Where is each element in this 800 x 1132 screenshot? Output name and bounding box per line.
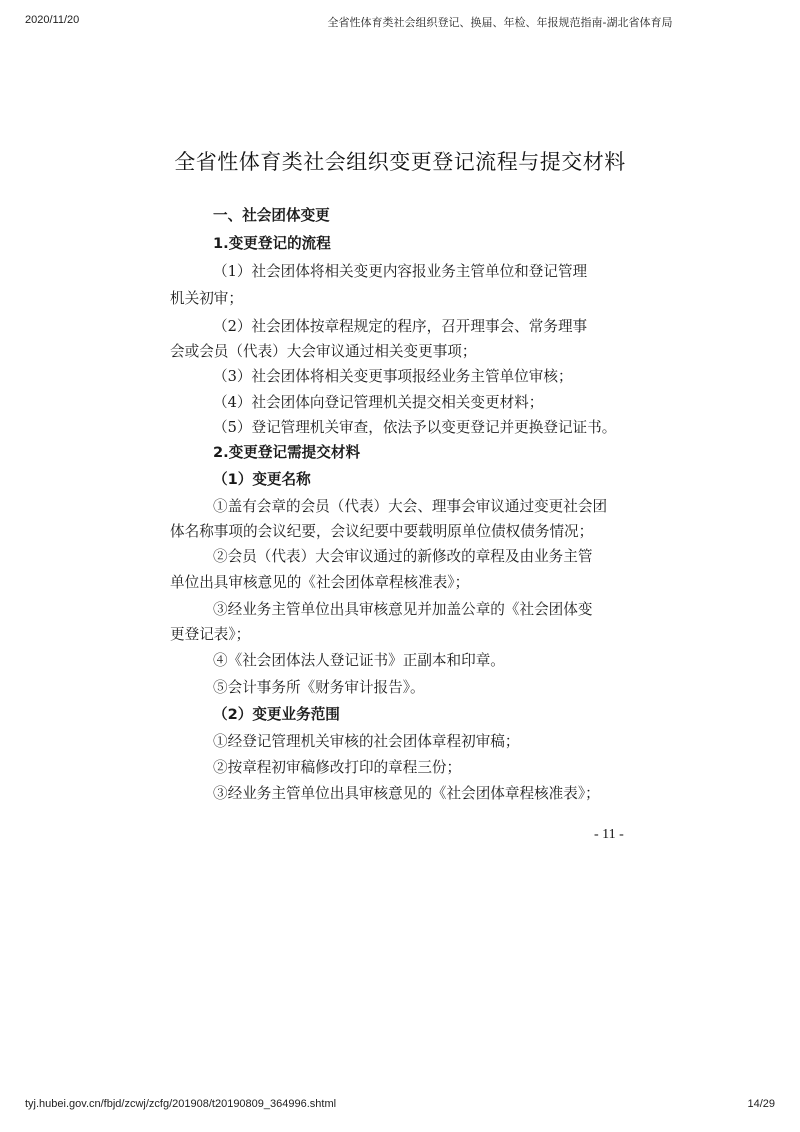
paragraph-line: 会或会员（代表）大会审议通过相关变更事项； [170,343,477,360]
paragraph-line: （3）社会团体将相关变更事项报经业务主管单位审核； [213,368,573,385]
paragraph-line: 更登记表》； [170,626,251,643]
paragraph-line: ④《社会团体法人登记证书》正副本和印章。 [213,652,505,669]
subsection-heading: 2.变更登记需提交材料 [213,444,361,461]
paragraph-line: ①盖有会章的会员（代表）大会、理事会审议通过变更社会团 [213,498,608,515]
paragraph-line: ③经业务主管单位出具审核意见的《社会团体章程核准表》； [213,785,600,802]
section-heading: 一、社会团体变更 [213,207,330,224]
paragraph-line: ③经业务主管单位出具审核意见并加盖公章的《社会团体变 [213,601,593,618]
print-page-count: 14/29 [747,1098,775,1110]
paragraph-line: （2）社会团体按章程规定的程序，召开理事会、常务理事 [213,318,588,335]
subsection-heading: （2）变更业务范围 [213,706,340,723]
print-footer [25,1098,775,1114]
paragraph-line: ⑤会计事务所《财务审计报告》。 [213,679,425,696]
print-url: tyj.hubei.gov.cn/fbjd/zcwj/zcfg/201908/t20190809_364996.shtml [25,1098,337,1110]
document-page-number: - 11 - [594,827,624,842]
paragraph-line: （5）登记管理机关审查，依法予以变更登记并更换登记证书。 [213,419,617,436]
print-date: 2020/11/20 [25,14,80,26]
print-header [25,14,775,30]
subsection-heading: 1.变更登记的流程 [213,235,331,252]
paragraph-line: 机关初审； [170,290,243,307]
paragraph-line: （1）社会团体将相关变更内容报业务主管单位和登记管理 [213,263,588,280]
subsection-heading: （1）变更名称 [213,471,311,488]
paragraph-line: ②按章程初审稿修改打印的章程三份； [213,759,462,776]
paragraph-line: （4）社会团体向登记管理机关提交相关变更材料； [213,394,544,411]
print-page-title: 全省性体育类社会组织登记、换届、年检、年报规范指南-湖北省体育局 [327,16,673,29]
paragraph-line: 单位出具审核意见的《社会团体章程核准表》； [170,574,470,591]
document-title: 全省性体育类社会组织变更登记流程与提交材料 [174,150,626,174]
paragraph-line: ①经登记管理机关审核的社会团体章程初审稿； [213,733,520,750]
paragraph-line: 体名称事项的会议纪要，会议纪要中要载明原单位债权债务情况； [170,523,594,540]
paragraph-line: ②会员（代表）大会审议通过的新修改的章程及由业务主管 [213,548,593,565]
